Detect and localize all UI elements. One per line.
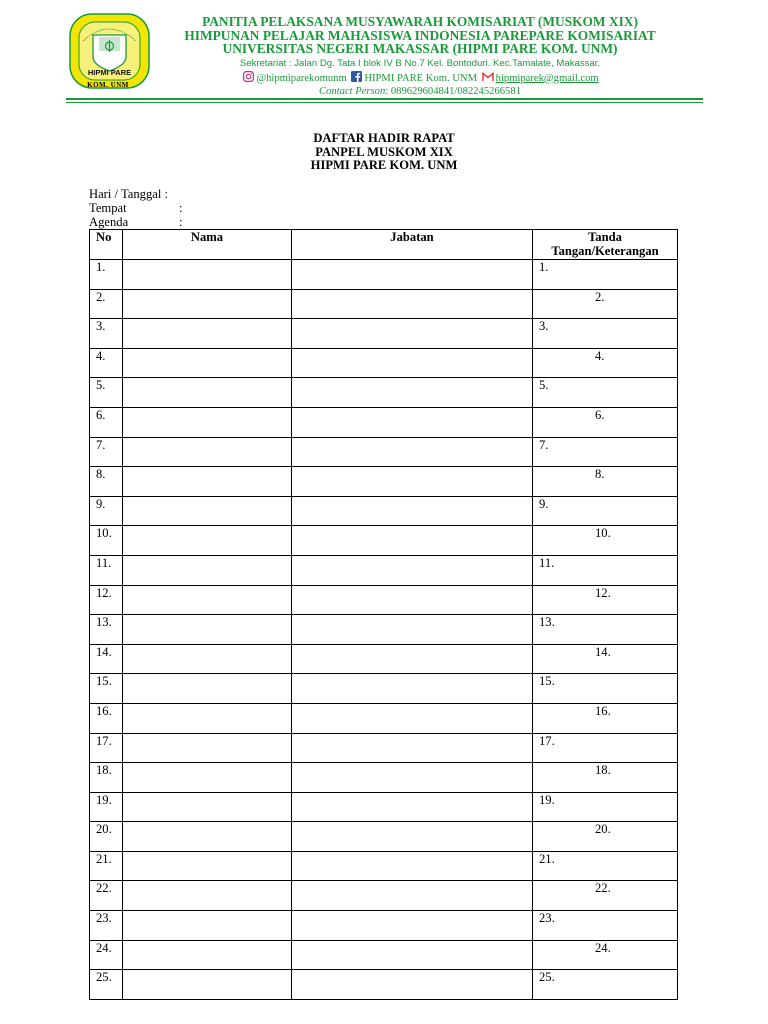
header-line-2: HIMPUNAN PELAJAR MAHASISWA INDONESIA PAREPARE KOMISARIAT xyxy=(184,27,656,43)
signature-cell[interactable]: 24. xyxy=(533,940,678,970)
signature-cell[interactable]: 13. xyxy=(533,615,678,645)
row-number: 15. xyxy=(90,674,123,704)
instagram-icon xyxy=(243,71,254,82)
jabatan-cell[interactable] xyxy=(292,615,533,645)
attendance-table xyxy=(89,229,678,1000)
row-number: 19. xyxy=(90,792,123,822)
signature-cell[interactable]: 7. xyxy=(533,437,678,467)
row-number: 9. xyxy=(90,496,123,526)
signature-cell[interactable]: 1. xyxy=(533,260,678,290)
table-row xyxy=(90,822,678,852)
signature-cell[interactable]: 6. xyxy=(533,407,678,437)
signature-cell[interactable]: 9. xyxy=(533,496,678,526)
jabatan-cell[interactable] xyxy=(292,644,533,674)
jabatan-cell[interactable] xyxy=(292,555,533,585)
row-number: 16. xyxy=(90,703,123,733)
table-row xyxy=(90,733,678,763)
row-number: 8. xyxy=(90,467,123,497)
table-row xyxy=(90,289,678,319)
header-address: Sekretariat : Jalan Dg. Tata I blok IV B No.7 Kel. Bontoduri. Kec.Tamalate, Makassar. xyxy=(239,57,601,69)
header-social xyxy=(150,71,690,85)
table-row xyxy=(90,526,678,556)
table-row xyxy=(90,940,678,970)
table-row xyxy=(90,674,678,704)
header-line-3: UNIVERSITAS NEGERI MAKASSAR (HIPMI PARE KOM. UNM) xyxy=(222,41,618,56)
gmail-icon xyxy=(482,72,494,82)
signature-cell[interactable]: 17. xyxy=(533,733,678,763)
table-row xyxy=(90,881,678,911)
contact-person xyxy=(150,85,690,98)
contact-person-label: Contact Person xyxy=(319,85,386,97)
table-row xyxy=(90,970,678,1000)
row-number: 23. xyxy=(90,911,123,941)
row-number: 2. xyxy=(90,289,123,319)
jabatan-cell[interactable] xyxy=(292,733,533,763)
header-line-1: PANITIA PELAKSANA MUSYAWARAH KOMISARIAT (MUSKOM XIX) xyxy=(202,14,638,29)
nama-cell[interactable] xyxy=(123,851,292,881)
signature-cell[interactable]: 4. xyxy=(533,348,678,378)
col-header-no: No xyxy=(90,230,123,260)
jabatan-cell[interactable] xyxy=(292,881,533,911)
jabatan-cell[interactable] xyxy=(292,437,533,467)
title-line-1: DAFTAR HADIR RAPAT xyxy=(313,131,455,145)
nama-cell[interactable] xyxy=(123,615,292,645)
jabatan-cell[interactable] xyxy=(292,467,533,497)
signature-cell[interactable]: 25. xyxy=(533,970,678,1000)
table-row xyxy=(90,496,678,526)
table-body xyxy=(90,260,678,1000)
jabatan-cell[interactable] xyxy=(292,851,533,881)
row-number: 24. xyxy=(90,940,123,970)
jabatan-cell[interactable] xyxy=(292,940,533,970)
jabatan-cell[interactable] xyxy=(292,585,533,615)
row-number: 4. xyxy=(90,348,123,378)
table-row xyxy=(90,348,678,378)
col-header-nama: Nama xyxy=(123,230,292,260)
table-row xyxy=(90,615,678,645)
table-row xyxy=(90,555,678,585)
agenda-colon: : xyxy=(179,215,183,229)
signature-cell[interactable]: 18. xyxy=(533,763,678,793)
signature-cell[interactable]: 14. xyxy=(533,644,678,674)
signature-cell[interactable]: 15. xyxy=(533,674,678,704)
table-row xyxy=(90,378,678,408)
jabatan-cell[interactable] xyxy=(292,703,533,733)
nama-cell[interactable] xyxy=(123,763,292,793)
row-number: 11. xyxy=(90,555,123,585)
nama-cell[interactable] xyxy=(123,555,292,585)
row-number: 5. xyxy=(90,378,123,408)
row-number: 13. xyxy=(90,615,123,645)
signature-cell[interactable]: 11. xyxy=(533,555,678,585)
nama-cell[interactable] xyxy=(123,319,292,349)
row-number: 21. xyxy=(90,851,123,881)
table-row xyxy=(90,703,678,733)
nama-cell[interactable] xyxy=(123,674,292,704)
tempat-colon: : xyxy=(179,201,183,215)
signature-cell[interactable]: 8. xyxy=(533,467,678,497)
signature-cell[interactable]: 19. xyxy=(533,792,678,822)
instagram-handle[interactable]: @hipmiparekomunm xyxy=(256,72,347,84)
nama-cell[interactable] xyxy=(123,260,292,290)
row-number: 10. xyxy=(90,526,123,556)
signature-cell[interactable]: 23. xyxy=(533,911,678,941)
signature-cell[interactable]: 10. xyxy=(533,526,678,556)
row-number: 3. xyxy=(90,319,123,349)
jabatan-cell[interactable] xyxy=(292,911,533,941)
jabatan-cell[interactable] xyxy=(292,792,533,822)
nama-cell[interactable] xyxy=(123,970,292,1000)
row-number: 17. xyxy=(90,733,123,763)
nama-cell[interactable] xyxy=(123,289,292,319)
row-number: 6. xyxy=(90,407,123,437)
table-row xyxy=(90,467,678,497)
signature-cell[interactable]: 3. xyxy=(533,319,678,349)
logo-label: HIPMI PARE xyxy=(87,68,132,77)
email-link[interactable]: hipmiparek@gmail.com xyxy=(495,72,599,84)
nama-cell[interactable] xyxy=(123,881,292,911)
nama-cell[interactable] xyxy=(123,733,292,763)
nama-cell[interactable] xyxy=(123,437,292,467)
col-header-tanda xyxy=(533,230,678,260)
jabatan-cell[interactable] xyxy=(292,526,533,556)
table-row xyxy=(90,763,678,793)
row-number: 1. xyxy=(90,260,123,290)
nama-cell[interactable] xyxy=(123,822,292,852)
nama-cell[interactable] xyxy=(123,644,292,674)
table-row xyxy=(90,260,678,290)
row-number: 18. xyxy=(90,763,123,793)
row-number: 7. xyxy=(90,437,123,467)
facebook-icon xyxy=(351,71,362,82)
jabatan-cell[interactable] xyxy=(292,378,533,408)
nama-cell[interactable] xyxy=(123,467,292,497)
table-row xyxy=(90,851,678,881)
table-row xyxy=(90,437,678,467)
hari-tanggal-label: Hari / Tanggal : xyxy=(89,187,168,201)
signature-cell[interactable]: 21. xyxy=(533,851,678,881)
header-rule-thick xyxy=(66,98,703,100)
jabatan-cell[interactable] xyxy=(292,260,533,290)
jabatan-cell[interactable] xyxy=(292,407,533,437)
signature-cell[interactable]: 16. xyxy=(533,703,678,733)
hipmi-logo xyxy=(69,13,150,89)
table-row xyxy=(90,407,678,437)
row-number: 14. xyxy=(90,644,123,674)
document-title xyxy=(0,132,768,173)
signature-cell[interactable]: 2. xyxy=(533,289,678,319)
jabatan-cell[interactable] xyxy=(292,348,533,378)
table-row xyxy=(90,319,678,349)
tempat-label: Tempat xyxy=(89,201,127,215)
row-number: 12. xyxy=(90,585,123,615)
nama-cell[interactable] xyxy=(123,526,292,556)
table-row xyxy=(90,585,678,615)
signature-cell[interactable]: 22. xyxy=(533,881,678,911)
jabatan-cell[interactable] xyxy=(292,289,533,319)
row-number: 20. xyxy=(90,822,123,852)
nama-cell[interactable] xyxy=(123,940,292,970)
table-row xyxy=(90,792,678,822)
signature-cell[interactable]: 12. xyxy=(533,585,678,615)
col-header-jabatan: Jabatan xyxy=(292,230,533,260)
agenda-label: Agenda xyxy=(89,215,129,229)
row-number: 25. xyxy=(90,970,123,1000)
title-line-2: PANPEL MUSKOM XIX xyxy=(315,144,453,159)
nama-cell[interactable] xyxy=(123,378,292,408)
jabatan-cell[interactable] xyxy=(292,674,533,704)
meeting-info xyxy=(89,187,183,229)
contact-person-value: : 089629604841/082245266581 xyxy=(385,85,521,97)
logo-subtext: KOM. UNM xyxy=(87,81,129,89)
nama-cell[interactable] xyxy=(123,911,292,941)
facebook-page[interactable]: HIPMI PARE Kom. UNM xyxy=(364,72,477,84)
table-header-row xyxy=(90,230,678,260)
nama-cell[interactable] xyxy=(123,348,292,378)
col-header-tanda-line1: Tanda xyxy=(588,230,622,244)
nama-cell[interactable] xyxy=(123,407,292,437)
col-header-tanda-line2: Tangan/Keterangan xyxy=(551,243,659,258)
title-line-3: HIPMI PARE KOM. UNM xyxy=(310,158,458,172)
jabatan-cell[interactable] xyxy=(292,319,533,349)
jabatan-cell[interactable] xyxy=(292,822,533,852)
jabatan-cell[interactable] xyxy=(292,496,533,526)
header-rule-thin xyxy=(66,102,703,103)
table-row xyxy=(90,644,678,674)
signature-cell[interactable]: 5. xyxy=(533,378,678,408)
nama-cell[interactable] xyxy=(123,585,292,615)
nama-cell[interactable] xyxy=(123,703,292,733)
nama-cell[interactable] xyxy=(123,496,292,526)
row-number: 22. xyxy=(90,881,123,911)
letterhead xyxy=(150,15,690,98)
signature-cell[interactable]: 20. xyxy=(533,822,678,852)
table-row xyxy=(90,911,678,941)
nama-cell[interactable] xyxy=(123,792,292,822)
jabatan-cell[interactable] xyxy=(292,970,533,1000)
jabatan-cell[interactable] xyxy=(292,763,533,793)
